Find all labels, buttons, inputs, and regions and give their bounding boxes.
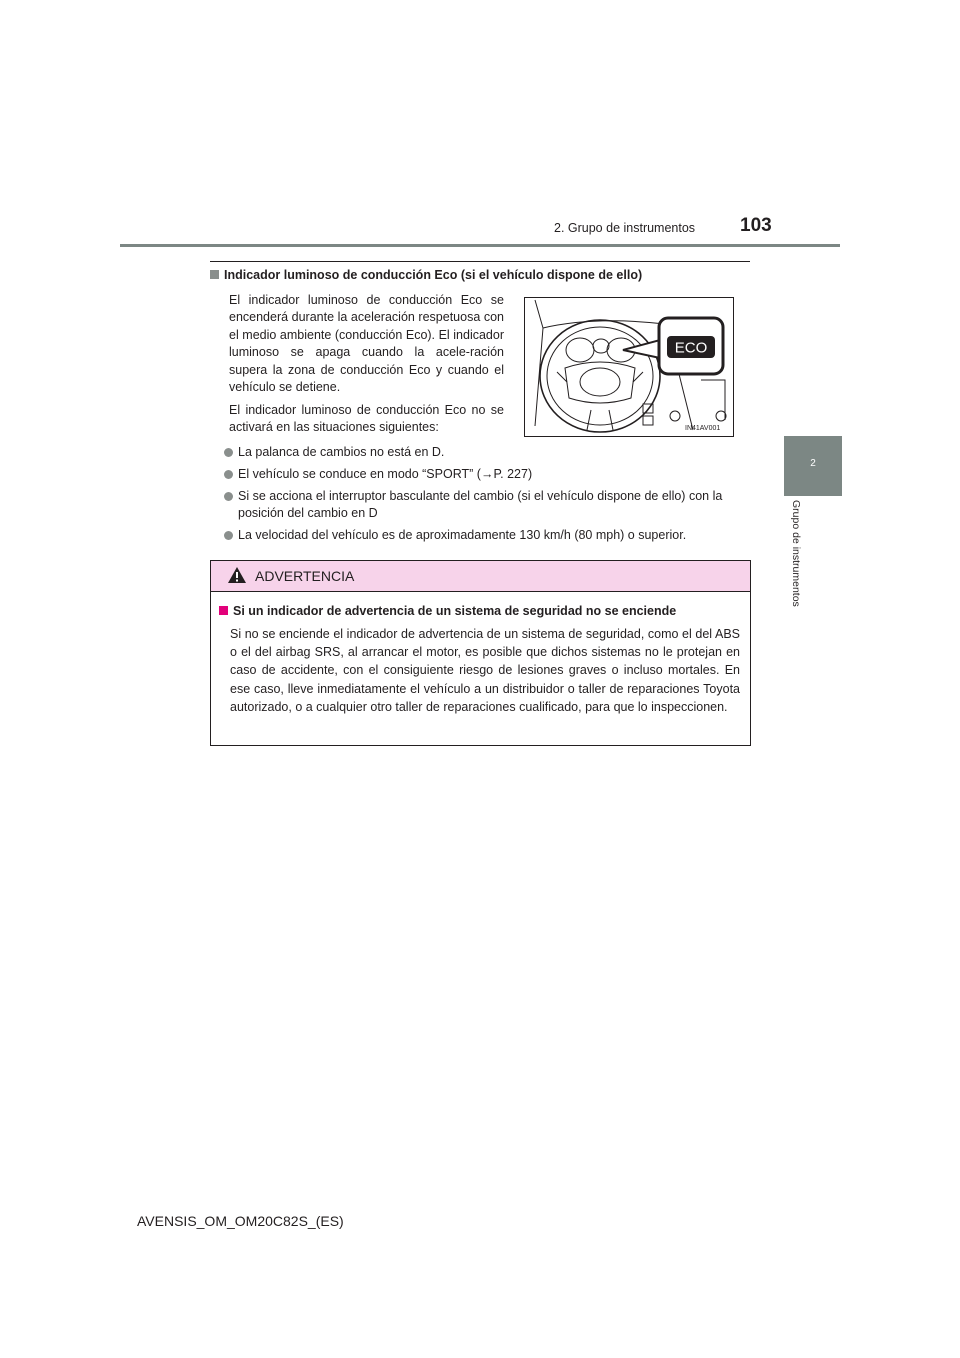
- page-number: 103: [740, 215, 772, 236]
- bullet-dot-icon: [224, 531, 233, 540]
- bullet-dot-icon: [224, 448, 233, 457]
- warning-box: [210, 560, 751, 746]
- conditions-list: [224, 444, 750, 549]
- description-paragraph: El indicador luminoso de conducción Eco se encenderá durante la aceleración respetuosa con el medio ambiente (conducción Eco). El indicador luminoso se apaga cuando la acele-ración supera la zona de conducción Eco y cuando el vehículo se detiene.: [229, 293, 504, 395]
- warning-heading: [219, 604, 676, 618]
- dashboard-illustration: [524, 297, 734, 437]
- warning-title: ADVERTENCIA: [255, 568, 355, 584]
- square-bullet-icon: [219, 606, 228, 615]
- list-item: El vehículo se conduce en modo “SPORT” (→P. 227): [224, 466, 750, 483]
- section-title: 2. Grupo de instrumentos: [554, 221, 696, 235]
- warning-triangle-icon: [227, 566, 247, 584]
- bullet-dot-icon: [224, 470, 233, 479]
- bullet-dot-icon: [224, 492, 233, 501]
- conditions-intro: El indicador luminoso de conducción Eco no se activará en las situaciones siguientes:: [229, 403, 504, 435]
- chapter-tab-label: Grupo de instrumentos: [790, 500, 802, 607]
- section-heading: [210, 268, 642, 282]
- list-item: La palanca de cambios no está en D.: [224, 444, 750, 461]
- warning-heading-text: Si un indicador de advertencia de un sistema de seguridad no se enciende: [233, 604, 677, 618]
- list-item: La velocidad del vehículo es de aproximadamente 130 km/h (80 mph) o superior.: [224, 527, 750, 544]
- figure-code: IN41AV001: [685, 425, 721, 432]
- document-code: AVENSIS_OM_OM20C82S_(ES): [137, 1213, 344, 1229]
- list-item: Si se acciona el interruptor basculante del cambio (si el vehículo dispone de ello) con la posición del cambio en D: [224, 488, 750, 523]
- warning-body: Si no se enciende el indicador de advertencia de un sistema de seguridad, como el del ABS o el del airbag SRS, al arrancar el motor, es posible que dichos sistemas no le protejan en caso de accidente, con el consiguiente riesgo de lesiones graves o incluso mortales. En ese caso, lleve inmediatamente el vehículo a un distribuidor o taller de reparaciones Toyota autorizado, o a cualquier otro taller de reparaciones cualificado, para que lo inspeccionen.: [230, 627, 740, 714]
- steering-wheel-illustration: [525, 298, 733, 436]
- square-bullet-icon: [210, 270, 219, 279]
- eco-indicator-label: ECO: [674, 339, 708, 357]
- chapter-tab: [784, 436, 842, 496]
- chapter-tab-number: 2: [810, 458, 816, 469]
- section-heading-text: Indicador luminoso de conducción Eco (si el vehículo dispone de ello): [224, 268, 643, 282]
- warning-header: [211, 561, 750, 592]
- header-rule: [120, 244, 840, 247]
- section-divider: [210, 261, 750, 262]
